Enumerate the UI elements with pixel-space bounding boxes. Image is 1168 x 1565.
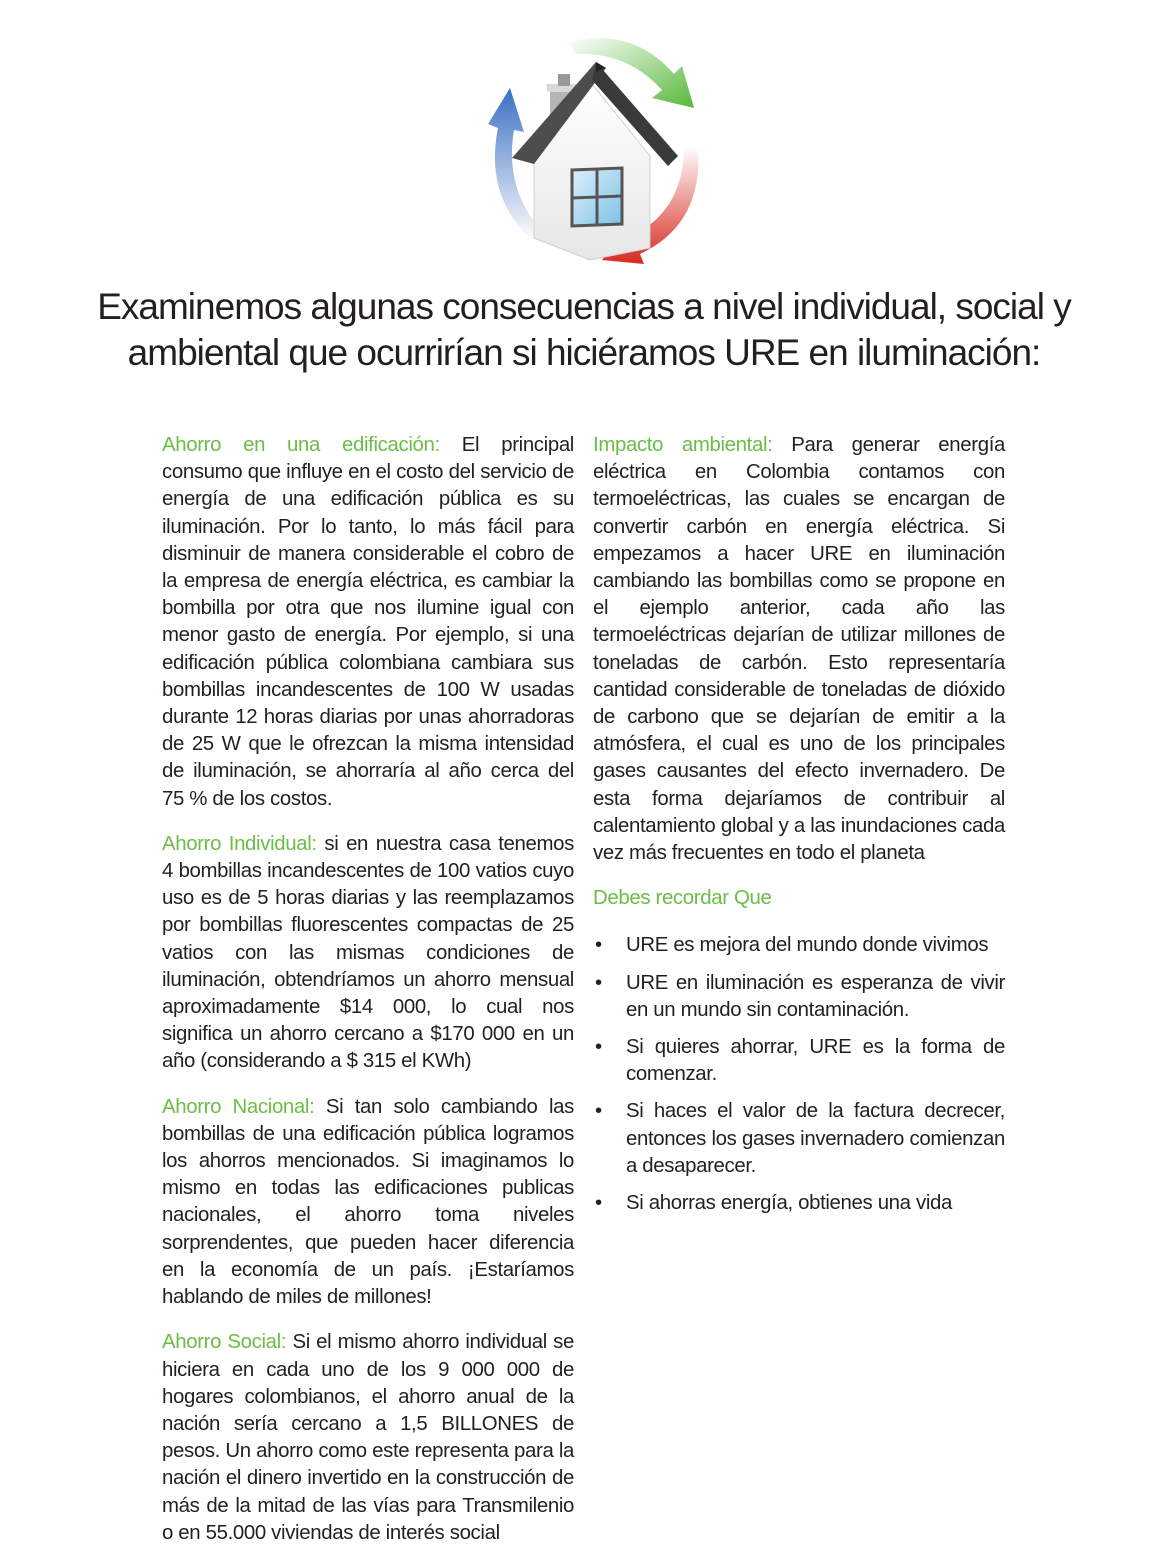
lead-social: Ahorro Social: bbox=[162, 1331, 287, 1354]
lead-ambiental: Impacto ambiental: bbox=[593, 434, 773, 456]
list-item: • URE es mejora del mundo donde vivimos bbox=[593, 932, 1005, 959]
list-item: • URE en iluminación es esperanza de vivir en un mundo sin contaminación. bbox=[593, 970, 1005, 1024]
list-item: • Si ahorras energía, obtienes una vida bbox=[593, 1190, 1005, 1217]
left-column bbox=[162, 432, 574, 1565]
list-item: • Si haces el valor de la factura decrecer, entonces los gases invernadero comienzan a desaparecer. bbox=[593, 1098, 1005, 1180]
list-item: • Si quieres ahorrar, URE es la forma de comenzar. bbox=[593, 1034, 1005, 1088]
paragraph-nacional bbox=[162, 1094, 574, 1312]
body-social: Si el mismo ahorro individual se hiciera en cada uno de los 9 000 000 de hogares colombianos, el ahorro anual de la nación sería cercano a 1,5 BILLONES de pesos. Un ahorro como este representa para la nación el dinero invertido en la construcción de más de la mitad de las vías para Transmilenio o en 55.000 viviendas de interés social bbox=[162, 1331, 574, 1544]
page-heading-line-2: ambiental que ocurrirían si hiciéramos URE en iluminación: bbox=[127, 332, 1041, 373]
right-column bbox=[593, 432, 1005, 1227]
lead-edificacion: Ahorro en una edificación: bbox=[162, 434, 440, 456]
page-heading-line-1: Examinemos algunas consecuencias a nivel individual, social y bbox=[97, 286, 1071, 327]
paragraph-ambiental bbox=[593, 432, 1005, 867]
body-ambiental: Para generar energía eléctrica en Colombia contamos con termoeléctricas, las cuales se encargan de convertir carbón en energía eléctrica. Si empezamos a hacer URE en iluminación cambiando las bombillas como se propone en el ejemplo anterior, cada año las termoeléctricas dejarían de utilizar millones de toneladas de carbón. Esto representaría cantidad considerable de toneladas de dióxido de carbono que se dejarían de emitir a la atmósfera, el cual es uno de los principales gases causantes del efecto invernadero. De esta forma dejaríamos de contribuir al calentamiento global y a las inundaciones cada vez más frecuentes en todo el planeta bbox=[593, 434, 1006, 865]
lead-nacional: Ahorro Nacional: bbox=[162, 1095, 315, 1118]
lead-individual: Ahorro Individual: bbox=[162, 832, 317, 855]
page-heading bbox=[60, 284, 1108, 376]
window-icon bbox=[572, 168, 622, 226]
house-recycling-illustration-icon bbox=[472, 28, 708, 274]
body-edificacion: El principal consumo que influye en el costo del servicio de energía de una edificación pública es su iluminación. Por lo tanto, lo más fácil para disminuir de manera considerable el cobro de la empresa de energía eléctrica, es cambiar la bombilla por otra que nos ilumine igual con menor gasto de energía. Por ejemplo, si una edificación pública colombiana cambiara sus bombillas incandescentes de 100 W usadas durante 12 horas diarias por unas ahorradoras de 25 W que le ofrezcan la misma intensidad de iluminación, se ahorraría al año cerca del 75 % de los costos. bbox=[162, 434, 574, 810]
paragraph-edificacion bbox=[162, 432, 574, 813]
recordar-title: Debes recordar Que bbox=[593, 887, 772, 910]
body-individual: si en nuestra casa tenemos 4 bombillas incandescentes de 100 vatios cuyo uso es de 5 horas diarias y las reemplazamos por bombillas fluorescentes compactas de 25 vatios con las mismas condiciones de iluminación, obtendríamos un ahorro mensual aproximadamente $14 000, lo cual nos significa un ahorro cercano a $170 000 en un año (considerando a $ 315 el KWh) bbox=[162, 832, 574, 1073]
paragraph-individual bbox=[162, 831, 574, 1076]
body-nacional: Si tan solo cambiando las bombillas de una edificación pública logramos los ahorros mencionados. Si imaginamos lo mismo en todas las edificaciones publicas nacionales, el ahorro toma niveles sorprendentes, que pueden hacer diferencia en la economía de un país. ¡Estaríamos hablando de miles de millones! bbox=[162, 1095, 574, 1309]
paragraph-social bbox=[162, 1329, 574, 1547]
recordar-list bbox=[593, 932, 1005, 1217]
